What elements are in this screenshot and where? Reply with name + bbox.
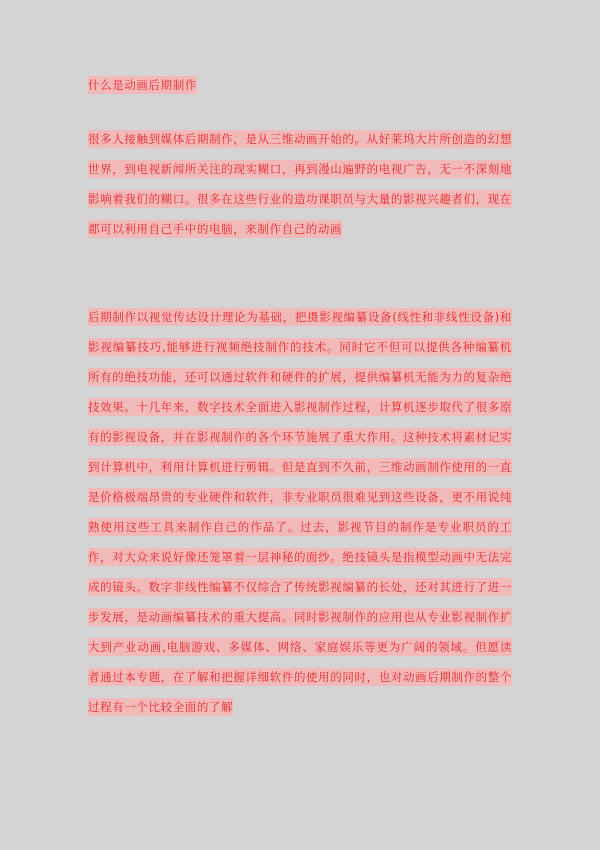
paragraph-2: [88, 302, 512, 722]
document-title-text: 什么是动画后期制作: [88, 78, 197, 92]
paragraph-1-text: 很多人接触到媒体后期制作，是从三维动画开始的。从好莱坞大片所创造的幻想世界，到电视新闻所关注的现实糊口，再到漫山遍野的电视广告，无一不深刻地影响着我们的糊口。很多在这些行业的造功课职员与大量的影视兴趣者们，现在都可以利用自己手中的电脑，来制作自己的动画: [88, 132, 512, 236]
paragraph-1: [88, 124, 512, 244]
paragraph-2-text: 后期制作以视觉传达设计理论为基础，把摄影视编纂设备(线性和非线性设备)和影视编纂技巧,能够进行视频绝技制作的技术。同时它不但可以提供各种编纂机所有的绝技功能，还可以通过软件和硬件的扩展，提供编纂机无能为力的复杂绝技效果。十几年来，数字技术全面进入影视制作过程，计算机逐步取代了很多原有的影视设备，并在影视制作的各个环节施展了重大作用。这种技术将素材记实到计算机中，利用计算机进行剪辑。但是直到不久前，三维动画制作使用的一直是价格极端昂贵的专业硬件和软件，非专业职员很难见到这些设备，更不用说纯熟使用这些工具来制作自己的作品了。过去，影视节目的制作是专业职员的工作，对大众来说好像还笼罩着一层神秘的面纱。绝技镜头是指模型动画中无法完成的镜头。数字非线性编纂不仅综合了传统影视编纂的长处，还对其进行了进一步发展，是动画编纂技术的重大提高。同时影视制作的应用也从专业影视制作扩大到产业动画,电脑游戏、多媒体、网络、家庭娱乐等更为广阔的领域。但愿读者通过本专题，在了解和把握详细软件的使用的同时，也对动画后期制作的整个过程有一个比较全面的了解: [88, 310, 512, 714]
spacer-2: [88, 244, 512, 302]
document-title: [88, 70, 512, 100]
document-body: [88, 70, 512, 722]
